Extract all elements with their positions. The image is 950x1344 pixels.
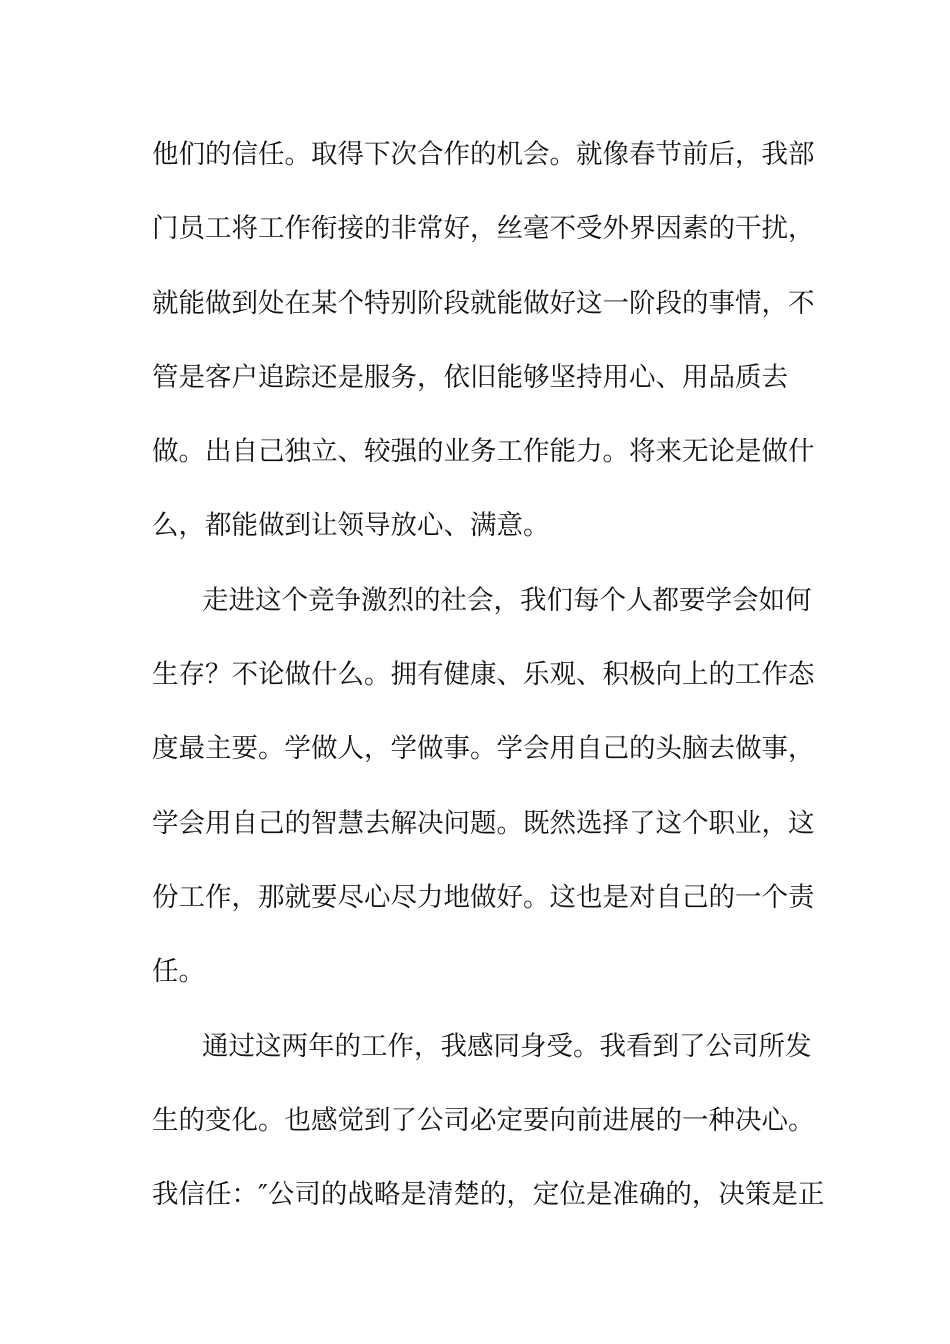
text-line: 生的变化。也感觉到了公司必定要向前进展的一种决心。 bbox=[152, 1104, 815, 1136]
text-line: 我信任：″公司的战略是清楚的，定位是准确的，决策是正 bbox=[152, 1179, 825, 1211]
paragraph-start-line: 走进这个竞争激烈的社会，我们每个人都要学会如何 bbox=[202, 584, 812, 616]
paragraph-start-line: 通过这两年的工作，我感同身受。我看到了公司所发 bbox=[202, 1030, 812, 1062]
text-line: 管是客户追踪还是服务，依旧能够坚持用心、用品质去 bbox=[152, 361, 788, 393]
text-line: 就能做到处在某个特别阶段就能做好这一阶段的事情，不 bbox=[152, 287, 815, 319]
text-line: 门员工将工作衔接的非常好，丝毫不受外界因素的干扰， bbox=[152, 213, 815, 245]
text-line: 学会用自己的智慧去解决问题。既然选择了这个职业，这 bbox=[152, 807, 815, 839]
text-line: 份工作，那就要尽心尽力地做好。这也是对自己的一个责 bbox=[152, 881, 815, 913]
text-line: 么，都能做到让领导放心、满意。 bbox=[152, 510, 550, 542]
text-line: 任。 bbox=[152, 956, 205, 988]
text-line: 生存？不论做什么。拥有健康、乐观、积极向上的工作态 bbox=[152, 659, 815, 691]
text-line: 他们的信任。取得下次合作的机会。就像春节前后，我部 bbox=[152, 139, 815, 170]
body-text bbox=[152, 128, 825, 1242]
text-line: 度最主要。学做人，学做事。学会用自己的头脑去做事， bbox=[152, 733, 815, 765]
text-line: 做。出自己独立、较强的业务工作能力。将来无论是做什 bbox=[152, 436, 815, 468]
